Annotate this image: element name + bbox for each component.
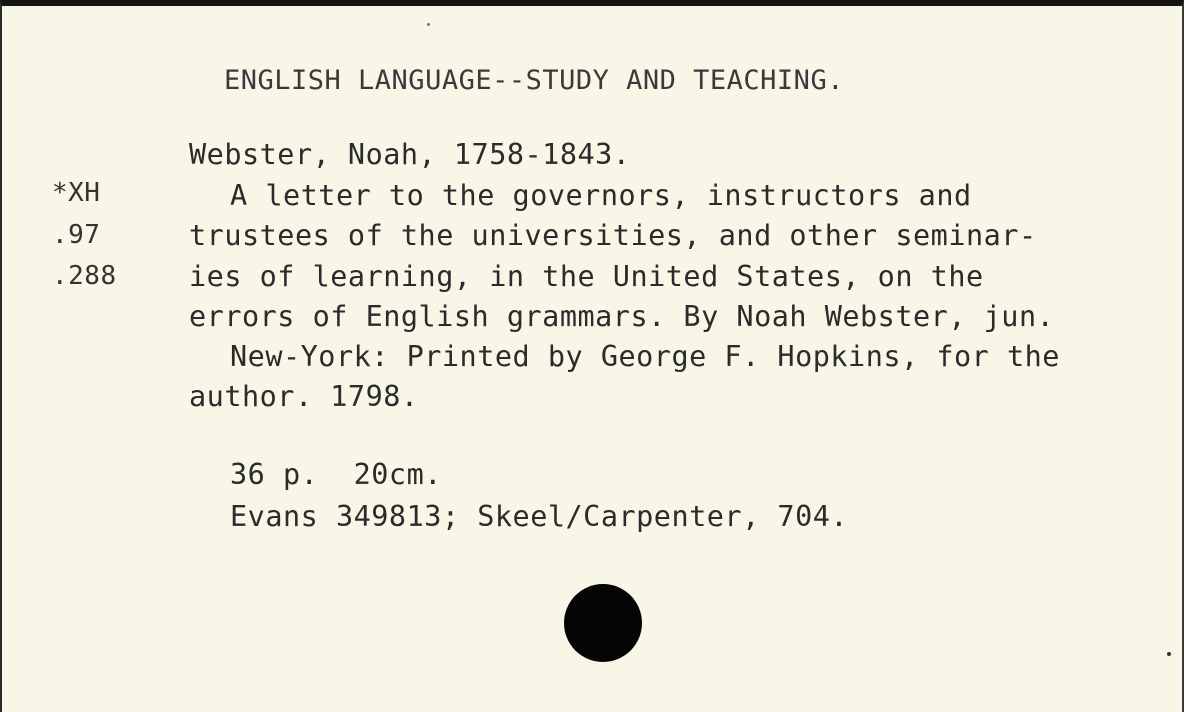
- bibliographic-references: Evans 349813; Skeel/Carpenter, 704.: [230, 500, 849, 533]
- title-line: ies of learning, in the United States, on the: [189, 260, 984, 293]
- ink-speck: [1167, 652, 1171, 656]
- subject-heading: ENGLISH LANGUAGE--STUDY AND TEACHING.: [224, 65, 844, 96]
- call-number-line-2: .97: [52, 220, 101, 250]
- title-line: errors of English grammars. By Noah Webster, jun.: [189, 300, 1055, 333]
- call-number-line-3: .288: [52, 261, 117, 291]
- call-number-line-1: *XH: [52, 178, 101, 208]
- card-punch-hole: [564, 584, 642, 662]
- title-line: A letter to the governors, instructors and: [230, 179, 972, 212]
- collation: 36 p. 20cm.: [230, 458, 442, 491]
- ink-speck: [427, 23, 430, 26]
- imprint-line: author. 1798.: [189, 380, 419, 413]
- imprint-line: New-York: Printed by George F. Hopkins, for the: [230, 340, 1060, 373]
- title-line: trustees of the universities, and other seminar-: [189, 219, 1037, 252]
- author-entry: Webster, Noah, 1758-1843.: [189, 138, 631, 171]
